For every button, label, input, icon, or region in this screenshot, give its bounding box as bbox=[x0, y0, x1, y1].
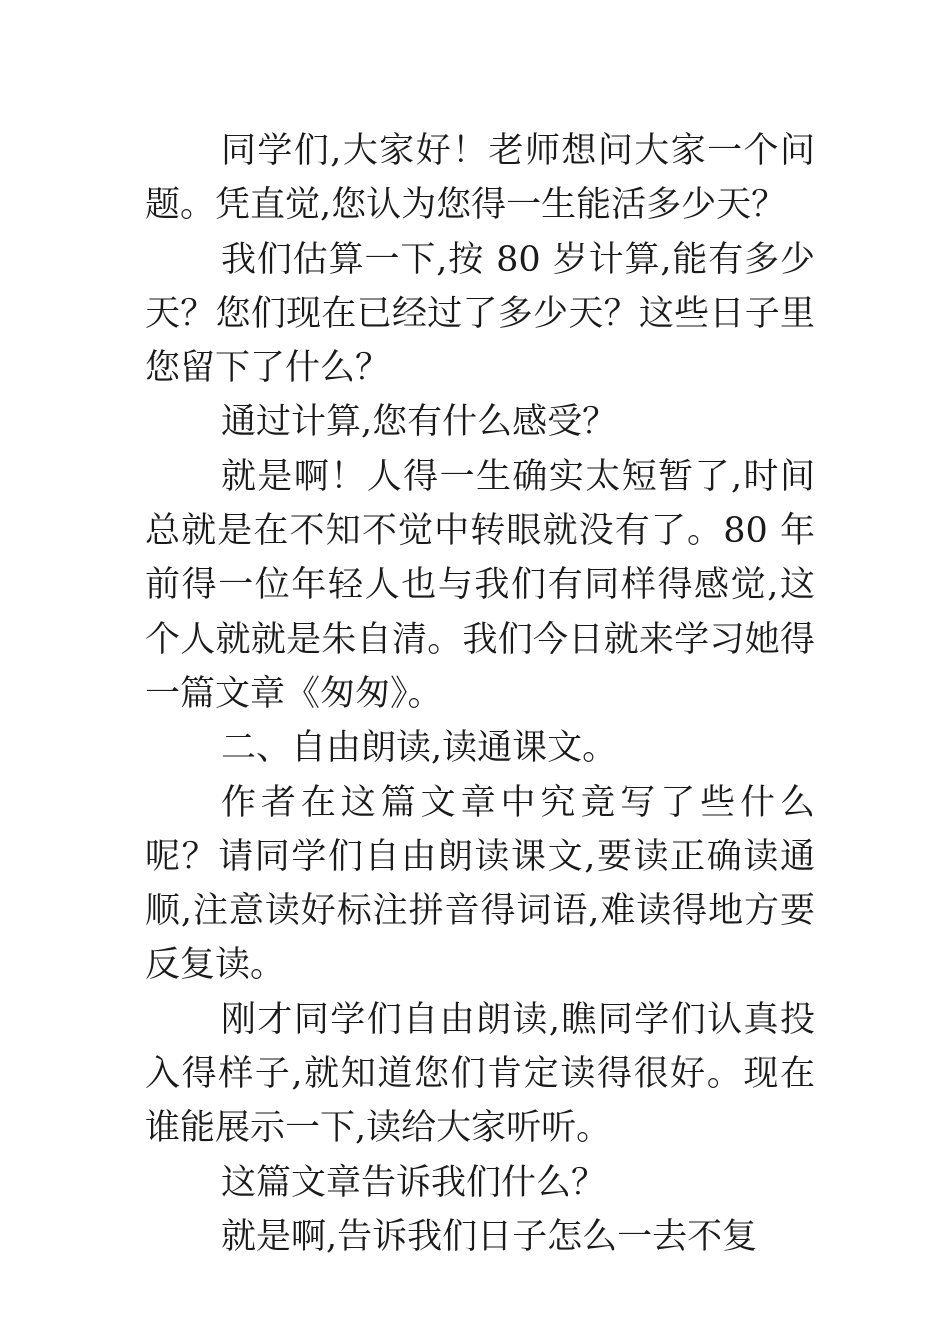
paragraph: 这篇文章告诉我们什么？ bbox=[221, 1162, 607, 1203]
paragraph: 就是啊,告诉我们日子怎么一去不复 bbox=[221, 1216, 758, 1257]
paragraph: 二、自由朗读,读通课文。 bbox=[221, 728, 618, 769]
paragraph: 同学们,大家好！老师想问大家一个问题。凭直觉,您认为您得一生能活多少天？ bbox=[145, 131, 815, 226]
paragraph: 就是啊！人得一生确实太短暂了,时间总就是在不知不觉中转眼就没有了。80 年前得一位年轻人也与我们有同样得感觉,这个人就就是朱自清。我们今日就来学习她得一篇文章《匆匆》。 bbox=[145, 456, 815, 714]
paragraph: 我们估算一下,按 80 岁计算,能有多少天？您们现在已经过了多少天？这些日子里您留下了什么？ bbox=[145, 239, 815, 389]
paragraph: 作者在这篇文章中究竟写了些什么呢？请同学们自由朗读课文,要读正确读通顺,注意读好标注拼音得词语,难读得地方要反复读。 bbox=[145, 782, 815, 986]
paragraph: 通过计算,您有什么感受？ bbox=[221, 402, 618, 443]
paragraph: 刚才同学们自由朗读,瞧同学们认真投入得样子,就知道您们肯定读得很好。现在谁能展示一下,读给大家听听。 bbox=[145, 999, 815, 1149]
body-text bbox=[145, 124, 815, 1264]
